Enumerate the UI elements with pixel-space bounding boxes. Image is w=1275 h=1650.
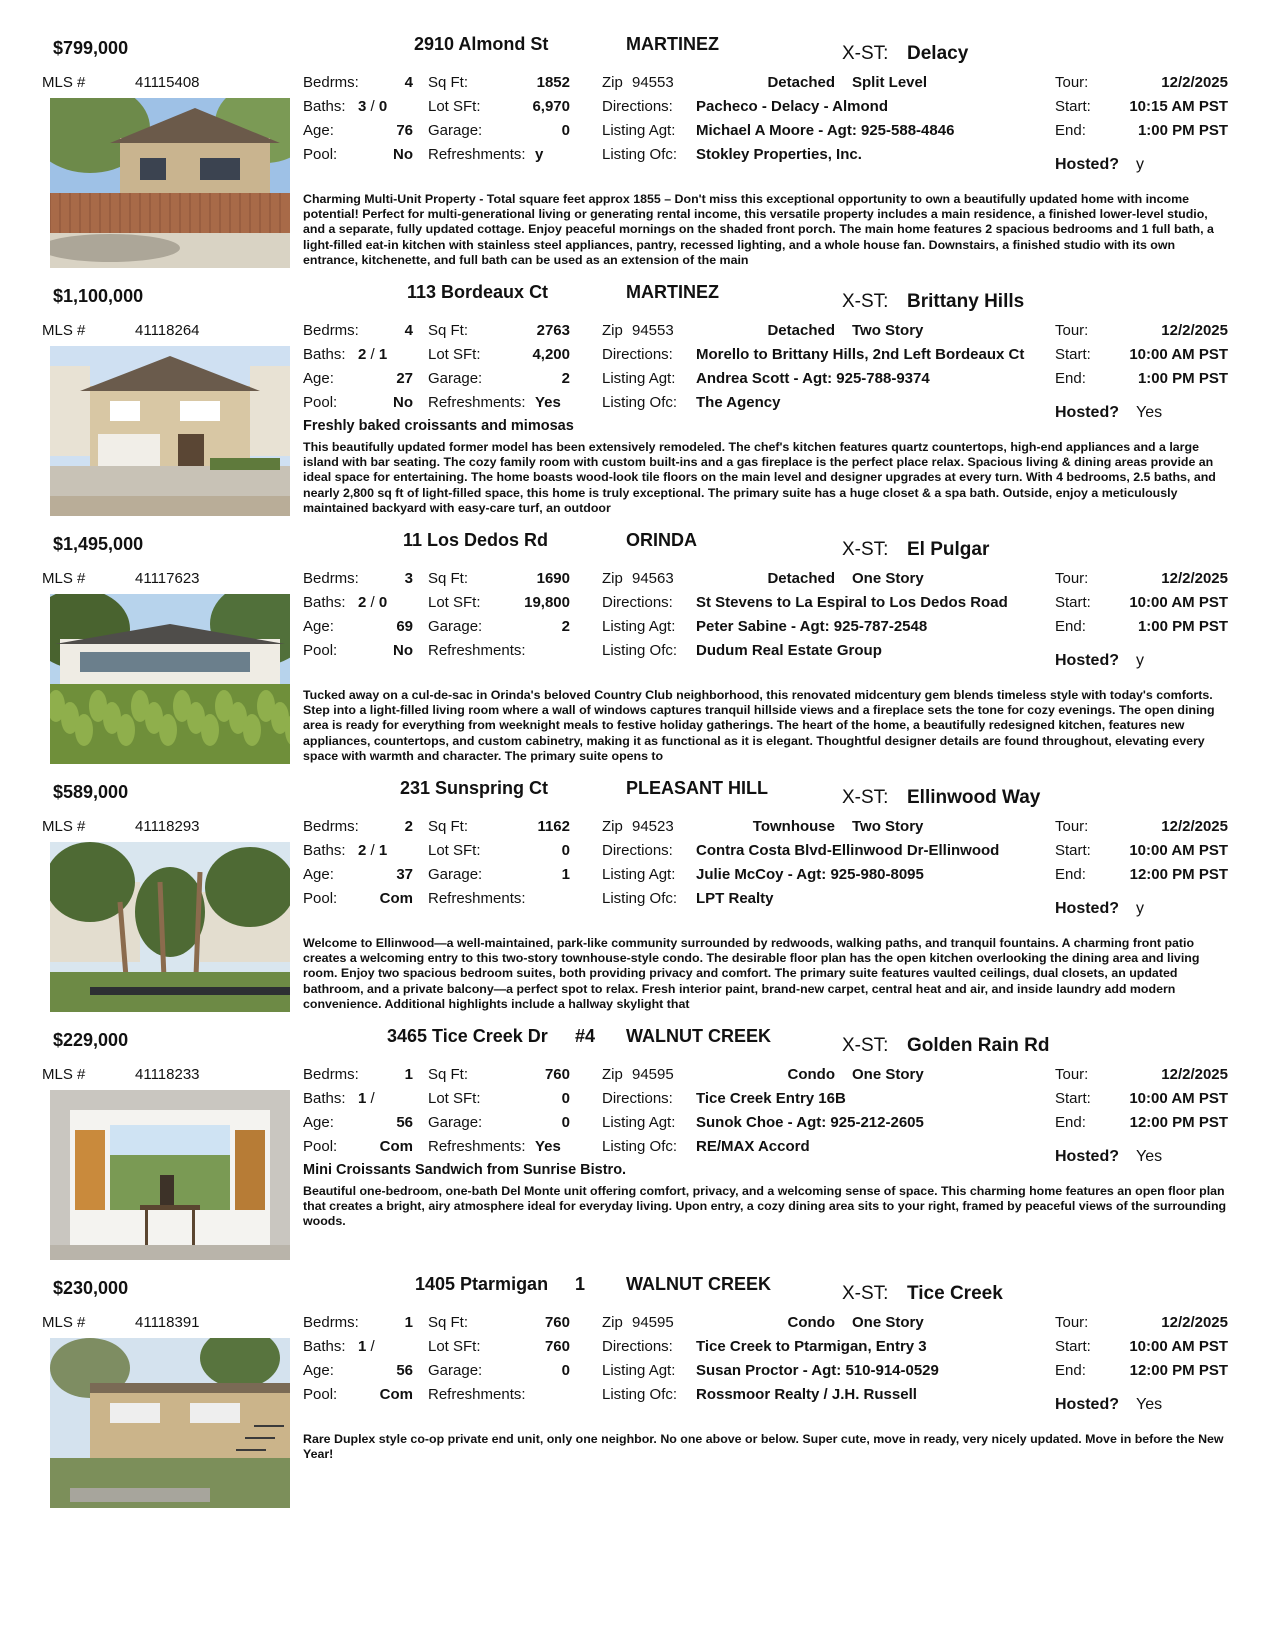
refreshments-label: Refreshments: <box>428 1386 526 1403</box>
listing-card <box>0 276 1275 534</box>
baths-full: 2 <box>358 346 367 363</box>
mls-label: MLS # <box>42 570 86 587</box>
lot-sqft-label: Lot SFt: <box>428 1090 481 1107</box>
cross-street-label: X-ST: <box>842 43 889 64</box>
pool-label: Pool: <box>303 890 338 907</box>
tour-date: 12/2/2025 <box>1161 1314 1228 1331</box>
end-label: End: <box>1055 618 1086 635</box>
listing-city: PLEASANT HILL <box>626 778 768 798</box>
refreshments-label: Refreshments: <box>428 642 526 659</box>
hosted-value: Yes <box>1136 1148 1163 1165</box>
cross-street-label: X-ST: <box>842 787 889 808</box>
pool-value: Com <box>379 1386 413 1403</box>
baths-full: 2 <box>358 842 367 859</box>
tour-date: 12/2/2025 <box>1161 74 1228 91</box>
garage-value: 0 <box>561 122 570 139</box>
baths-separator: / <box>370 1338 375 1355</box>
mls-number: 41118264 <box>135 322 200 339</box>
listing-photo[interactable] <box>50 594 290 764</box>
listing-remarks: Charming Multi-Unit Property - Total square feet approx 1855 – Don't miss this exceptional opportunity to own a beautifully updated home with income potential! Perfect for multi-generational living or generating rental income, this versatile property includes a main residence, a finished lower-level studio, and a separate, fully updated cottage. Enjoy peaceful mornings on the shaded front porch. The main home features 2 spacious bedrooms and 1 full bath, a light-filled eat-in kitchen with stainless steel appliances, pantry, recessed lighting, and a whole house fan. Downstairs, a finished studio with its own entrance, kitchenette, and full bath can be used as an extension of the main <box>303 192 1214 267</box>
listing-price: $229,000 <box>53 1030 129 1050</box>
sqft-label: Sq Ft: <box>428 322 469 339</box>
listing-office-value: Dudum Real Estate Group <box>696 642 882 659</box>
lot-sqft-label: Lot SFt: <box>428 842 481 859</box>
refreshments-label: Refreshments: <box>428 890 526 907</box>
garage-label: Garage: <box>428 370 483 387</box>
zip-value: 94595 <box>632 1066 674 1083</box>
directions-value: Pacheco - Delacy - Almond <box>696 98 888 115</box>
mls-number: 41118233 <box>135 1066 200 1083</box>
listing-photo[interactable] <box>50 1090 290 1260</box>
pool-label: Pool: <box>303 146 338 163</box>
age-label: Age: <box>303 866 334 883</box>
end-time: 1:00 PM PST <box>1137 122 1228 139</box>
pool-value: Com <box>379 1138 413 1155</box>
listing-card <box>0 772 1275 1030</box>
garage-label: Garage: <box>428 866 483 883</box>
start-label: Start: <box>1055 842 1091 859</box>
listing-unit: 1 <box>575 1274 586 1294</box>
baths-full: 1 <box>358 1338 367 1355</box>
listing-office-value: Stokley Properties, Inc. <box>696 146 862 163</box>
tour-date: 12/2/2025 <box>1161 570 1228 587</box>
end-time: 12:00 PM PST <box>1129 866 1228 883</box>
listing-remarks: Tucked away on a cul-de-sac in Orinda's beloved Country Club neighborhood, this renovated midcentury gem blends timeless style with today's comforts. Step into a light-filled living room where a wall of windows captures tranquil hillside views and a fireplace sets the tone for cozy evenings. The open dining area is ready for everything from weeknight meals to festive holiday gatherings. The heart of the home, a beautifully redesigned kitchen, features new appliances, countertops, and custom cabinetry, making it as functional as it is elegant. Thoughtful designer details are found throughout, elevating every space with warmth and character. The primary suite opens to <box>303 688 1215 763</box>
end-time: 1:00 PM PST <box>1137 618 1228 635</box>
sqft-label: Sq Ft: <box>428 1066 469 1083</box>
age-value: 56 <box>396 1362 413 1379</box>
sqft-value: 1162 <box>537 818 570 835</box>
garage-value: 0 <box>561 1114 570 1131</box>
mls-label: MLS # <box>42 818 86 835</box>
baths-half: 1 <box>378 842 388 859</box>
tour-date: 12/2/2025 <box>1161 322 1228 339</box>
bedrooms-value: 3 <box>404 570 413 587</box>
bedrooms-value: 1 <box>404 1066 413 1083</box>
baths-half: 0 <box>378 98 388 115</box>
property-type: Detached <box>767 322 835 339</box>
tour-date: 12/2/2025 <box>1161 1066 1228 1083</box>
listing-agent-value[interactable]: Michael A Moore - Agt: 925-588-4846 <box>696 122 955 139</box>
zip-value: 94595 <box>632 1314 674 1331</box>
listing-office-label: Listing Ofc: <box>602 890 678 907</box>
baths-half: 0 <box>378 594 388 611</box>
lot-sqft-value: 6,970 <box>532 98 570 115</box>
cross-street-value: El Pulgar <box>907 539 990 560</box>
refreshments-value: Yes <box>535 394 561 411</box>
directions-label: Directions: <box>602 346 673 363</box>
listing-agent-label: Listing Agt: <box>602 1362 676 1379</box>
end-time: 12:00 PM PST <box>1129 1114 1228 1131</box>
bedrooms-label: Bedrms: <box>303 322 359 339</box>
bedrooms-value: 2 <box>404 818 413 835</box>
baths-value <box>358 1338 375 1355</box>
lot-sqft-value: 760 <box>544 1338 570 1355</box>
baths-separator: / <box>370 346 375 363</box>
end-label: End: <box>1055 122 1086 139</box>
cross-street-label: X-ST: <box>842 291 889 312</box>
baths-value <box>358 346 387 363</box>
bedrooms-label: Bedrms: <box>303 1066 359 1083</box>
end-label: End: <box>1055 866 1086 883</box>
bedrooms-label: Bedrms: <box>303 818 359 835</box>
directions-value: Morello to Brittany Hills, 2nd Left Bordeaux Ct <box>696 346 1025 363</box>
age-label: Age: <box>303 618 334 635</box>
listing-office-value: The Agency <box>696 394 781 411</box>
start-label: Start: <box>1055 346 1091 363</box>
listing-agent-label: Listing Agt: <box>602 1114 676 1131</box>
zip-value: 94563 <box>632 570 674 587</box>
listing-card <box>0 1268 1275 1526</box>
baths-label: Baths: <box>303 1338 346 1355</box>
listing-office-label: Listing Ofc: <box>602 394 678 411</box>
listing-agent-value[interactable]: Andrea Scott - Agt: 925-788-9374 <box>696 370 930 387</box>
sqft-value: 1852 <box>536 74 570 91</box>
baths-label: Baths: <box>303 594 346 611</box>
cross-street-value: Ellinwood Way <box>907 787 1041 808</box>
lot-sqft-value: 19,800 <box>524 594 570 611</box>
listing-city: MARTINEZ <box>626 34 719 54</box>
end-label: End: <box>1055 370 1086 387</box>
age-label: Age: <box>303 1114 334 1131</box>
refreshments-label: Refreshments: <box>428 394 526 411</box>
bedrooms-label: Bedrms: <box>303 570 359 587</box>
baths-value <box>358 98 387 115</box>
listing-price: $1,100,000 <box>53 286 144 306</box>
refreshments-value: Yes <box>535 1138 561 1155</box>
mls-number: 41115408 <box>135 74 200 91</box>
sqft-label: Sq Ft: <box>428 1314 469 1331</box>
listing-agent-label: Listing Agt: <box>602 866 676 883</box>
listing-office-label: Listing Ofc: <box>602 1386 678 1403</box>
directions-value: Contra Costa Blvd-Ellinwood Dr-Ellinwood <box>696 842 1000 859</box>
lot-sqft-label: Lot SFt: <box>428 98 481 115</box>
cross-street-value: Tice Creek <box>907 1283 1003 1304</box>
tour-label: Tour: <box>1055 74 1089 91</box>
listing-remarks: Beautiful one-bedroom, one-bath Del Monte unit offering comfort, privacy, and a welcoming sense of space. This charming home features an open floor plan that creates a bright, airy atmosphere ideal for everyday living. Upon entry, a cozy dining area sits to your right, framed by peaceful views of the surrounding woods. <box>303 1184 1227 1229</box>
age-label: Age: <box>303 122 334 139</box>
pool-value: No <box>393 642 413 659</box>
property-type: Townhouse <box>752 818 835 835</box>
garage-value: 1 <box>561 866 570 883</box>
garage-value: 0 <box>561 1362 570 1379</box>
property-style: Split Level <box>852 74 928 91</box>
property-style: Two Story <box>852 818 924 835</box>
age-label: Age: <box>303 1362 334 1379</box>
sqft-label: Sq Ft: <box>428 818 469 835</box>
zip-label: Zip <box>602 1314 623 1331</box>
lot-sqft-label: Lot SFt: <box>428 594 481 611</box>
property-style: One Story <box>852 1066 924 1083</box>
listing-address: 231 Sunspring Ct <box>400 778 549 798</box>
listing-address: 2910 Almond St <box>414 34 549 54</box>
listing-price: $1,495,000 <box>53 534 144 554</box>
hosted-label: Hosted? <box>1055 1396 1119 1413</box>
start-time: 10:00 AM PST <box>1129 1090 1228 1107</box>
refreshments-label: Refreshments: <box>428 1138 526 1155</box>
mls-number: 41118293 <box>135 818 200 835</box>
pool-value: No <box>393 394 413 411</box>
cross-street-label: X-ST: <box>842 1283 889 1304</box>
listing-remarks: Rare Duplex style co-op private end unit, only one neighbor. No one above or below. Super cute, move in ready, very nicely updated. Move in before the New Year! <box>303 1432 1224 1462</box>
hosted-value: y <box>1136 652 1144 669</box>
zip-label: Zip <box>602 1066 623 1083</box>
listing-address: 113 Bordeaux Ct <box>407 282 549 302</box>
listing-address: 3465 Tice Creek Dr <box>387 1026 548 1046</box>
cross-street-value: Brittany Hills <box>907 291 1025 312</box>
baths-full: 1 <box>358 1090 367 1107</box>
hosted-label: Hosted? <box>1055 1148 1119 1165</box>
directions-label: Directions: <box>602 1090 673 1107</box>
garage-label: Garage: <box>428 122 483 139</box>
listing-remarks: Welcome to Ellinwood—a well-maintained, park-like community surrounded by redwoods, walking paths, and tranquil fountains. A charming front patio creates a welcoming entry to this two-story townhouse-style condo. The desirable floor plan has the open kitchen overlooking the dining area and living room. Enjoy two spacious bedroom suites, both providing privacy and comfort. The primary suite features vaulted ceilings, dual closets, an updated bathroom, and a private balcony—a perfect spot to relax. Fresh interior paint, brand-new carpet, central heat and air, and inside laundry add modern convenience. Additional highlights include a hallway skylight that <box>303 936 1200 1011</box>
zip-label: Zip <box>602 570 623 587</box>
bedrooms-value: 4 <box>404 322 413 339</box>
listing-price: $799,000 <box>53 38 129 58</box>
listing-agent-value[interactable]: Peter Sabine - Agt: 925-787-2548 <box>696 618 928 635</box>
sqft-label: Sq Ft: <box>428 570 469 587</box>
cross-street-value: Golden Rain Rd <box>907 1035 1050 1056</box>
zip-label: Zip <box>602 322 623 339</box>
baths-value <box>358 842 387 859</box>
garage-label: Garage: <box>428 1114 483 1131</box>
start-time: 10:00 AM PST <box>1129 594 1228 611</box>
start-label: Start: <box>1055 1090 1091 1107</box>
pool-label: Pool: <box>303 642 338 659</box>
listing-price: $589,000 <box>53 782 129 802</box>
sqft-value: 1690 <box>536 570 570 587</box>
pool-value: Com <box>379 890 413 907</box>
start-time: 10:00 AM PST <box>1129 842 1228 859</box>
bedrooms-label: Bedrms: <box>303 1314 359 1331</box>
pool-value: No <box>393 146 413 163</box>
refreshment-note: Freshly baked croissants and mimosas <box>303 418 574 434</box>
garage-label: Garage: <box>428 618 483 635</box>
listing-city: WALNUT CREEK <box>626 1274 771 1294</box>
bedrooms-label: Bedrms: <box>303 74 359 91</box>
start-time: 10:15 AM PST <box>1129 98 1228 115</box>
cross-street-label: X-ST: <box>842 1035 889 1056</box>
listing-office-value: LPT Realty <box>696 890 774 907</box>
listing-remarks: This beautifully updated former model has been extensively remodeled. The chef's kitchen features quartz countertops, high-end appliances and a large island with bar seating. The cozy family room with custom built-ins and a gas fireplace is the perfect place relax. Spacious living & dining areas provide an ideal space for entertaining. The home boasts wood-look tile floors on the main level and designer upgrades at every turn. With 4 bedrooms, 2.5 baths, and nearly 2,800 sq ft of light-filled space, this home is truly exceptional. The primary suite has a huge closet & a spa bath. Outside, enjoy a meticulously maintained backyard with easy-care turf, an outdoor <box>303 440 1216 515</box>
baths-separator: / <box>370 594 375 611</box>
listing-agent-label: Listing Agt: <box>602 122 676 139</box>
listing-agent-value[interactable]: Susan Proctor - Agt: 510-914-0529 <box>696 1362 939 1379</box>
listing-office-label: Listing Ofc: <box>602 1138 678 1155</box>
hosted-value: Yes <box>1136 1396 1163 1413</box>
hosted-label: Hosted? <box>1055 404 1119 421</box>
listing-address: 1405 Ptarmigan <box>415 1274 549 1294</box>
baths-full: 3 <box>358 98 367 115</box>
directions-value: Tice Creek to Ptarmigan, Entry 3 <box>696 1338 927 1355</box>
listing-photo[interactable] <box>50 98 290 268</box>
baths-label: Baths: <box>303 98 346 115</box>
lot-sqft-value: 4,200 <box>532 346 570 363</box>
hosted-label: Hosted? <box>1055 156 1119 173</box>
lot-sqft-value: 0 <box>561 842 570 859</box>
pool-label: Pool: <box>303 1138 338 1155</box>
garage-value: 2 <box>561 618 570 635</box>
property-style: One Story <box>852 570 924 587</box>
garage-label: Garage: <box>428 1362 483 1379</box>
mls-number: 41118391 <box>135 1314 200 1331</box>
mls-label: MLS # <box>42 1314 86 1331</box>
directions-label: Directions: <box>602 98 673 115</box>
hosted-label: Hosted? <box>1055 652 1119 669</box>
listing-city: ORINDA <box>626 530 697 550</box>
tour-date: 12/2/2025 <box>1161 818 1228 835</box>
hosted-label: Hosted? <box>1055 900 1119 917</box>
zip-label: Zip <box>602 74 623 91</box>
baths-value <box>358 594 387 611</box>
age-value: 69 <box>396 618 413 635</box>
tour-label: Tour: <box>1055 1314 1089 1331</box>
directions-value: Tice Creek Entry 16B <box>696 1090 846 1107</box>
directions-label: Directions: <box>602 1338 673 1355</box>
zip-value: 94553 <box>632 74 674 91</box>
refreshments-label: Refreshments: <box>428 146 526 163</box>
baths-full: 2 <box>358 594 367 611</box>
baths-separator: / <box>370 98 375 115</box>
directions-value: St Stevens to La Espiral to Los Dedos Road <box>696 594 1008 611</box>
listing-card <box>0 524 1275 782</box>
listing-office-value: RE/MAX Accord <box>696 1138 810 1155</box>
baths-label: Baths: <box>303 346 346 363</box>
baths-value <box>358 1090 375 1107</box>
listing-photo[interactable] <box>50 1338 290 1508</box>
listing-agent-label: Listing Agt: <box>602 618 676 635</box>
property-style: Two Story <box>852 322 924 339</box>
end-time: 1:00 PM PST <box>1137 370 1228 387</box>
hosted-value: Yes <box>1136 404 1163 421</box>
directions-label: Directions: <box>602 842 673 859</box>
listing-agent-value[interactable]: Sunok Choe - Agt: 925-212-2605 <box>696 1114 924 1131</box>
listing-photo[interactable] <box>50 842 290 1012</box>
property-style: One Story <box>852 1314 924 1331</box>
lot-sqft-label: Lot SFt: <box>428 346 481 363</box>
sqft-value: 760 <box>544 1314 570 1331</box>
baths-separator: / <box>370 842 375 859</box>
directions-label: Directions: <box>602 594 673 611</box>
property-type: Detached <box>767 570 835 587</box>
end-time: 12:00 PM PST <box>1129 1362 1228 1379</box>
sqft-label: Sq Ft: <box>428 74 469 91</box>
property-type: Condo <box>787 1314 835 1331</box>
property-type: Detached <box>767 74 835 91</box>
listing-city: MARTINEZ <box>626 282 719 302</box>
cross-street-label: X-ST: <box>842 539 889 560</box>
baths-label: Baths: <box>303 842 346 859</box>
listing-address: 11 Los Dedos Rd <box>403 530 549 550</box>
tour-label: Tour: <box>1055 818 1089 835</box>
start-label: Start: <box>1055 1338 1091 1355</box>
start-time: 10:00 AM PST <box>1129 346 1228 363</box>
listing-city: WALNUT CREEK <box>626 1026 771 1046</box>
lot-sqft-value: 0 <box>561 1090 570 1107</box>
mls-number: 41117623 <box>135 570 200 587</box>
listing-photo[interactable] <box>50 346 290 516</box>
age-label: Age: <box>303 370 334 387</box>
mls-label: MLS # <box>42 322 86 339</box>
end-label: End: <box>1055 1114 1086 1131</box>
tour-label: Tour: <box>1055 322 1089 339</box>
age-value: 27 <box>396 370 413 387</box>
listing-card <box>0 28 1275 286</box>
age-value: 56 <box>396 1114 413 1131</box>
baths-separator: / <box>370 1090 375 1107</box>
listing-office-value: Rossmoor Realty / J.H. Russell <box>696 1386 917 1403</box>
start-time: 10:00 AM PST <box>1129 1338 1228 1355</box>
listing-unit: #4 <box>575 1026 596 1046</box>
bedrooms-value: 4 <box>404 74 413 91</box>
baths-label: Baths: <box>303 1090 346 1107</box>
zip-value: 94523 <box>632 818 674 835</box>
mls-label: MLS # <box>42 74 86 91</box>
hosted-value: y <box>1136 900 1144 917</box>
listing-price: $230,000 <box>53 1278 129 1298</box>
refreshment-note: Mini Croissants Sandwich from Sunrise Bistro. <box>303 1162 627 1178</box>
mls-label: MLS # <box>42 1066 86 1083</box>
garage-value: 2 <box>561 370 570 387</box>
bedrooms-value: 1 <box>404 1314 413 1331</box>
age-value: 76 <box>396 122 413 139</box>
zip-value: 94553 <box>632 322 674 339</box>
age-value: 37 <box>396 866 413 883</box>
tour-label: Tour: <box>1055 1066 1089 1083</box>
tour-label: Tour: <box>1055 570 1089 587</box>
pool-label: Pool: <box>303 1386 338 1403</box>
hosted-value: y <box>1136 156 1144 173</box>
start-label: Start: <box>1055 98 1091 115</box>
lot-sqft-label: Lot SFt: <box>428 1338 481 1355</box>
listing-card <box>0 1020 1275 1278</box>
listing-office-label: Listing Ofc: <box>602 146 678 163</box>
sqft-value: 760 <box>544 1066 570 1083</box>
sqft-value: 2763 <box>536 322 570 339</box>
refreshments-value: y <box>535 146 544 163</box>
listing-agent-label: Listing Agt: <box>602 370 676 387</box>
zip-label: Zip <box>602 818 623 835</box>
baths-half: 1 <box>378 346 388 363</box>
pool-label: Pool: <box>303 394 338 411</box>
listing-office-label: Listing Ofc: <box>602 642 678 659</box>
property-type: Condo <box>787 1066 835 1083</box>
cross-street-value: Delacy <box>907 43 969 64</box>
start-label: Start: <box>1055 594 1091 611</box>
listing-agent-value[interactable]: Julie McCoy - Agt: 925-980-8095 <box>696 866 924 883</box>
end-label: End: <box>1055 1362 1086 1379</box>
